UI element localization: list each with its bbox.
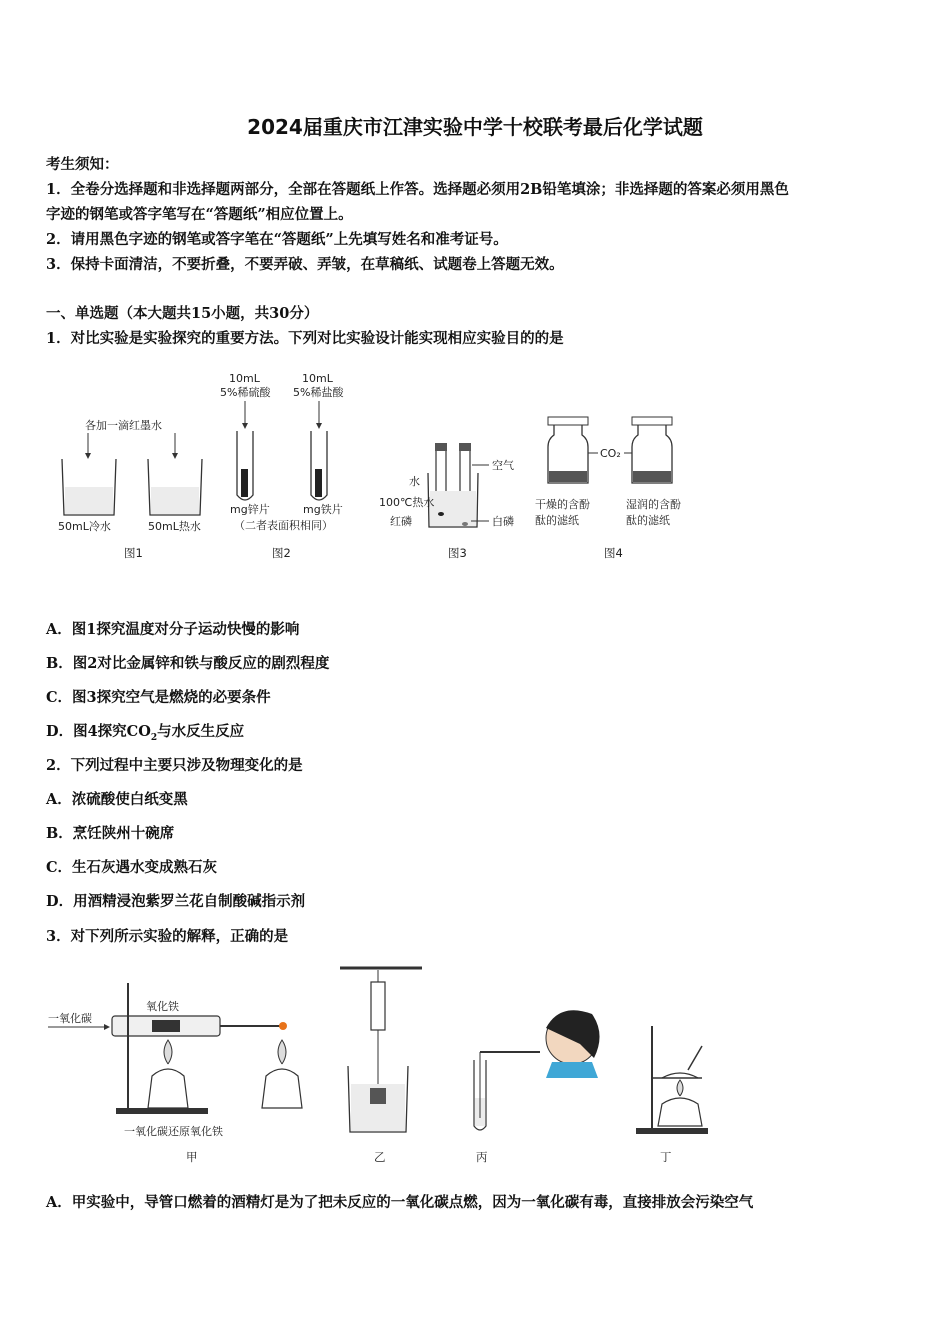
- jia-label: 甲: [186, 1150, 198, 1164]
- fig4-left-label: 酞的滤纸: [535, 514, 579, 527]
- option-a: A．图1探究温度对分子运动快慢的影响: [46, 621, 300, 638]
- glass-rod: [688, 1046, 702, 1070]
- option-d: D．图4探究$CO_2$与水反生反应: [46, 723, 245, 743]
- arrow-icon: [316, 423, 322, 429]
- water-fill: [65, 487, 113, 514]
- fig4-right-label: 酞的滤纸: [626, 514, 670, 527]
- alcohol-lamp-icon: [262, 1069, 302, 1108]
- shirt: [546, 1062, 598, 1078]
- filter-paper: [549, 471, 587, 482]
- arrow-icon: [172, 453, 178, 459]
- flame-icon: [164, 1040, 172, 1064]
- stopper-icon: [459, 443, 471, 451]
- solid-block: [370, 1088, 386, 1104]
- arrow-icon: [104, 1024, 110, 1030]
- fig2-note: （二者表面积相同）: [234, 519, 333, 532]
- fig1-top-label: 各加一滴红墨水: [85, 419, 162, 432]
- fig4-right-label: 湿润的含酚: [626, 498, 681, 511]
- fig2-acid1-volume: 10mL: [229, 372, 260, 385]
- fig2-acid1-name: 5%稀硫酸: [220, 386, 271, 399]
- arrow-icon: [242, 423, 248, 429]
- iron-oxide-powder: [152, 1020, 180, 1032]
- bing-label: 丙: [476, 1150, 488, 1164]
- water-fill: [430, 491, 476, 526]
- notice-heading: 考生须知：: [46, 156, 119, 173]
- option-b: B．图2对比金属锌和铁与酸反应的剧烈程度: [46, 655, 330, 672]
- yi-label: 乙: [374, 1150, 386, 1164]
- question-stem: 2．下列过程中主要只涉及物理变化的是: [46, 757, 303, 774]
- option-a: A．浓硫酸使白纸变黑: [46, 791, 188, 808]
- fig2-caption: 图2: [272, 546, 291, 560]
- section-heading: 一、单选题（本大题共15小题，共30分）: [46, 305, 319, 322]
- ding-label: 丁: [660, 1150, 672, 1164]
- jia-title: 一氧化碳还原氧化铁: [124, 1125, 223, 1138]
- spring-scale-icon: [371, 982, 385, 1030]
- question-stem: 3．对下列所示实验的解释，正确的是: [46, 928, 289, 945]
- fig3-hotwater-label: 100℃热水: [379, 496, 435, 509]
- fig3-redp-label: 红磷: [390, 515, 412, 528]
- option-d: D．用酒精浸泡紫罗兰花自制酸碱指示剂: [46, 893, 306, 910]
- option-c: C．生石灰遇水变成熟石灰: [46, 859, 218, 876]
- bottle-stopper: [548, 417, 588, 425]
- alcohol-lamp-icon: [148, 1069, 188, 1108]
- fig3-caption: 图3: [448, 546, 467, 560]
- alcohol-lamp-icon: [658, 1098, 702, 1126]
- q1-figure: [40, 365, 730, 570]
- flame-icon: [677, 1080, 683, 1096]
- fig4-caption: 图4: [604, 546, 623, 560]
- page-title: 2024届重庆市江津实验中学十校联考最后化学试题: [247, 115, 703, 139]
- notice-item: 1．全卷分选择题和非选择题两部分，全部在答题纸上作答。选择题必须用2B铅笔填涂；非选择题的答案必须用黑色: [46, 181, 789, 198]
- option-c: C．图3探究空气是燃烧的必要条件: [46, 689, 271, 706]
- notice-item: 字迹的钢笔或答字笔写在“答题纸”相应位置上。: [46, 206, 353, 223]
- fig3-air-label: 空气: [492, 459, 514, 472]
- fig4-left-label: 干燥的含酚: [535, 498, 590, 511]
- fig2-metal2-label: mg铁片: [303, 503, 343, 516]
- notice-item: 2．请用黑色字迹的钢笔或答字笔在“答题纸”上先填写姓名和准考证号。: [46, 231, 508, 248]
- filter-paper: [633, 471, 671, 482]
- fe2o3-label: 氧化铁: [146, 1000, 179, 1013]
- arrow-icon: [85, 453, 91, 459]
- flame-icon: [278, 1040, 286, 1064]
- fig1-left-label: 50mL冷水: [58, 520, 111, 533]
- stand-base: [636, 1128, 708, 1134]
- red-phosphorus: [438, 512, 444, 516]
- fig1-right-label: 50mL热水: [148, 520, 201, 533]
- stopper-icon: [435, 443, 447, 451]
- fig1-caption: 图1: [124, 546, 143, 560]
- fig4-gas-label: CO₂: [600, 447, 621, 460]
- notice-item: 3．保持卡面清洁，不要折叠，不要弄破、弄皱，在草稿纸、试题卷上答题无效。: [46, 256, 564, 273]
- water-fill: [151, 487, 199, 514]
- bottle-stopper: [632, 417, 672, 425]
- co-label: 一氧化碳: [48, 1012, 92, 1025]
- option-a: A．甲实验中，导管口燃着的酒精灯是为了把未反应的一氧化碳点燃，因为一氧化碳有毒，直接排放会污染空气: [46, 1194, 754, 1211]
- stand-base: [116, 1108, 208, 1114]
- fig2-acid2-name: 5%稀盐酸: [293, 386, 344, 399]
- option-b: B．烹饪陕州十碗席: [46, 825, 175, 842]
- white-phosphorus: [462, 522, 468, 526]
- question-stem: 1．对比实验是实验探究的重要方法。下列对比实验设计能实现相应实验目的的是: [46, 330, 564, 347]
- q3-figure: [40, 958, 720, 1168]
- fig2-metal1-label: mg锌片: [230, 503, 270, 516]
- fig2-acid2-volume: 10mL: [302, 372, 333, 385]
- metal-strip: [315, 469, 322, 497]
- metal-strip: [241, 469, 248, 497]
- fig3-whitep-label: 白磷: [492, 515, 514, 528]
- fig3-water-label: 水: [409, 475, 420, 488]
- flame-icon: [279, 1022, 287, 1030]
